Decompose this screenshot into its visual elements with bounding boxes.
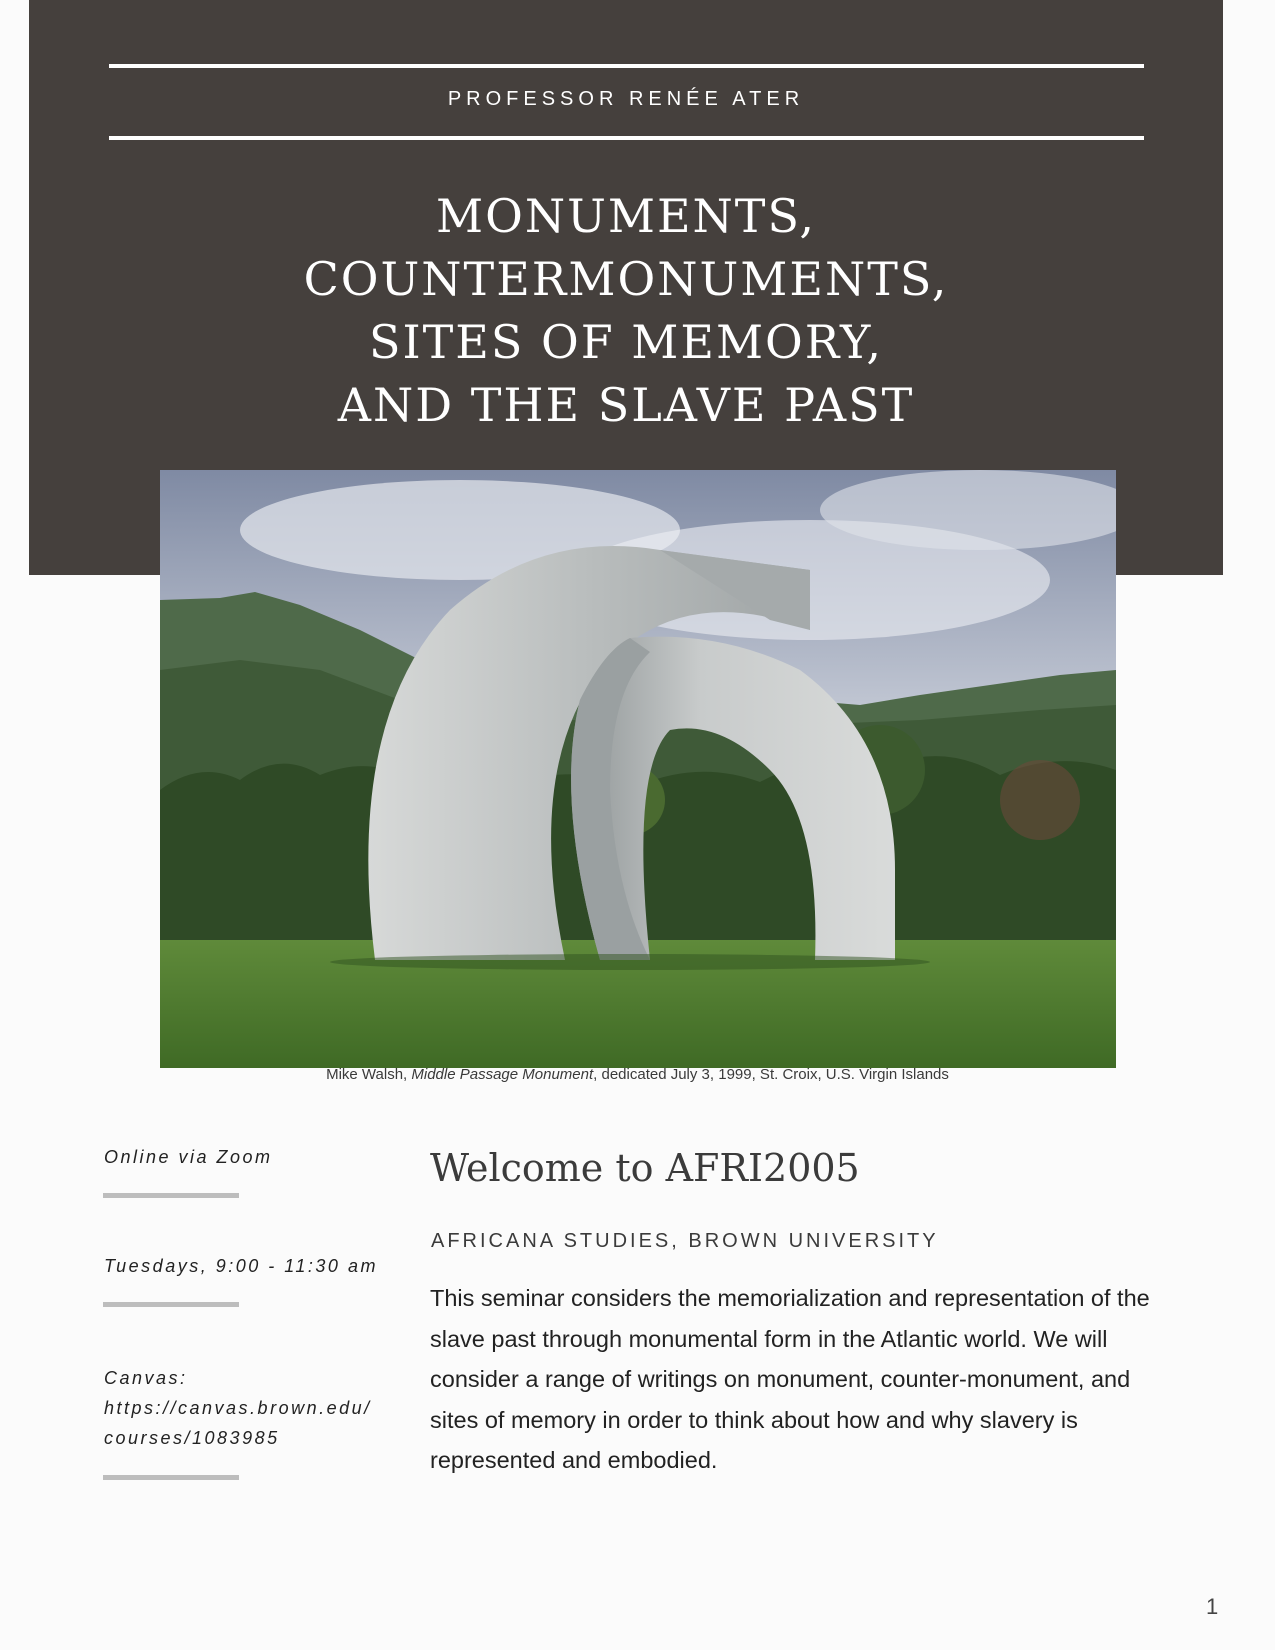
canvas-link-line-1[interactable]: https://canvas.brown.edu/ bbox=[104, 1398, 372, 1418]
professor-name: PROFESSOR RENÉE ATER bbox=[447, 88, 805, 110]
course-title-line-4: AND THE SLAVE PAST bbox=[337, 378, 915, 432]
canvas-info bbox=[104, 1363, 372, 1453]
photo-caption bbox=[0, 1066, 1275, 1083]
course-title-line-2: COUNTERMONUMENTS, bbox=[303, 252, 949, 306]
course-title-line-1: MONUMENTS, bbox=[436, 189, 816, 243]
sidebar-divider-2 bbox=[103, 1302, 239, 1307]
header-rule-bottom bbox=[109, 136, 1144, 140]
canvas-label: Canvas: bbox=[104, 1368, 188, 1388]
sidebar-divider-1 bbox=[103, 1193, 239, 1198]
header-rule-top bbox=[109, 64, 1144, 68]
sidebar-divider-3 bbox=[103, 1475, 239, 1480]
caption-work-title: Middle Passage Monument bbox=[411, 1066, 594, 1083]
meeting-schedule: Tuesdays, 9:00 - 11:30 am bbox=[104, 1256, 378, 1276]
course-title-line-3: SITES OF MEMORY, bbox=[368, 315, 884, 369]
caption-details: , dedicated July 3, 1999, St. Croix, U.S. Virgin Islands bbox=[593, 1066, 949, 1083]
course-description: This seminar considers the memorialization and representation of the slave past through monumental form in the Atlantic world. We will consider a range of writings on monument, counter-monument, and sites of memory in order to think about how and why slavery is represented and embodied. bbox=[430, 1285, 1150, 1473]
canvas-link-line-2[interactable]: courses/1083985 bbox=[104, 1428, 280, 1448]
course-title bbox=[29, 185, 1223, 437]
department-heading: AFRICANA STUDIES, BROWN UNIVERSITY bbox=[431, 1230, 939, 1252]
page-number: 1 bbox=[1206, 1594, 1219, 1619]
meeting-location: Online via Zoom bbox=[104, 1147, 273, 1167]
monument-photo bbox=[160, 470, 1116, 1068]
caption-artist: Mike Walsh, bbox=[326, 1066, 412, 1083]
welcome-heading: Welcome to AFRI2005 bbox=[430, 1146, 860, 1190]
